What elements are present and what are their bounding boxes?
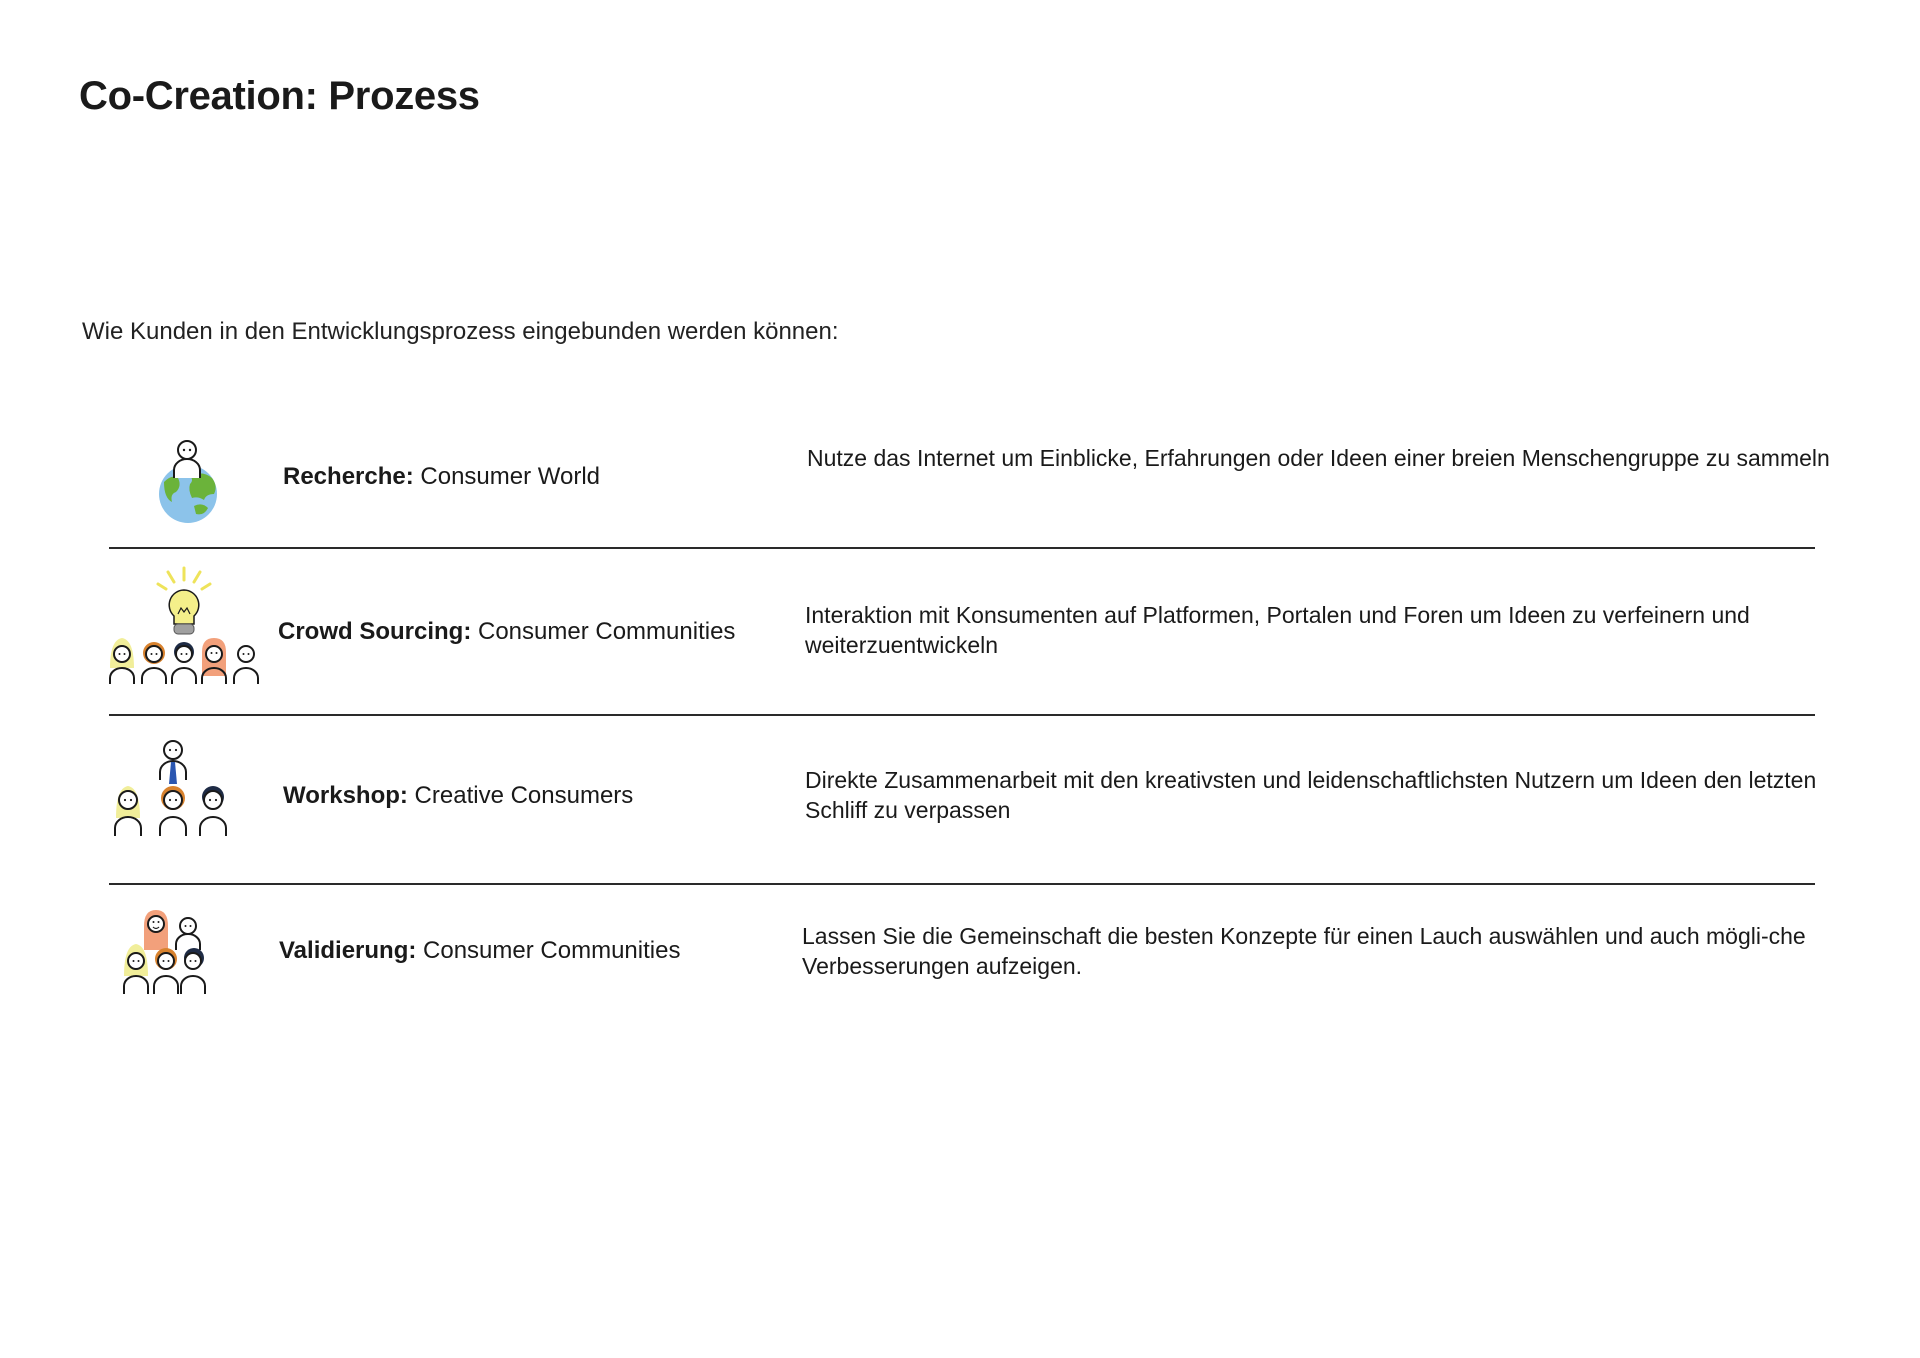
row-divider — [109, 714, 1815, 716]
row-label-rest: Creative Consumers — [407, 782, 634, 809]
lightbulb-crowd-icon — [106, 566, 266, 686]
workshop-group-icon — [110, 738, 230, 838]
row-description: Interaktion mit Konsumenten auf Platformen, Portalen und Foren um Ideen zu verfeinern und weiterzuentwickeln — [805, 602, 1750, 658]
row-label-rest: Consumer World — [413, 463, 601, 490]
page-title: Co-Creation: Prozess — [79, 74, 480, 118]
row-label-rest: Consumer Communities — [471, 618, 736, 645]
row-label — [283, 463, 600, 491]
row-label — [283, 782, 633, 810]
row-label-bold: Crowd Sourcing: — [278, 618, 472, 645]
page-subtitle: Wie Kunden in den Entwicklungsprozess eingebunden werden können: — [82, 318, 839, 345]
row-divider — [109, 883, 1815, 885]
row-description: Nutze das Internet um Einblicke, Erfahrungen oder Ideen einer breien Menschengruppe zu sammeln — [807, 445, 1830, 471]
row-label-bold: Validierung: — [279, 937, 417, 964]
row-label — [278, 618, 735, 646]
globe-person-icon — [150, 436, 230, 524]
community-group-icon — [118, 906, 228, 996]
row-label-rest: Consumer Communities — [416, 937, 681, 964]
row-description: Direkte Zusammenarbeit mit den kreativsten und leidenschaftlichsten Nutzern um Ideen den letzten Schliff zu verpassen — [805, 767, 1817, 823]
row-divider — [109, 547, 1815, 549]
row-label-bold: Workshop: — [283, 782, 408, 809]
row-label-bold: Recherche: — [283, 463, 414, 490]
row-description: Lassen Sie die Gemeinschaft die besten Konzepte für einen Lauch auswählen und auch mögli-che Verbesserungen aufzeigen. — [802, 923, 1806, 979]
row-label — [279, 937, 680, 965]
